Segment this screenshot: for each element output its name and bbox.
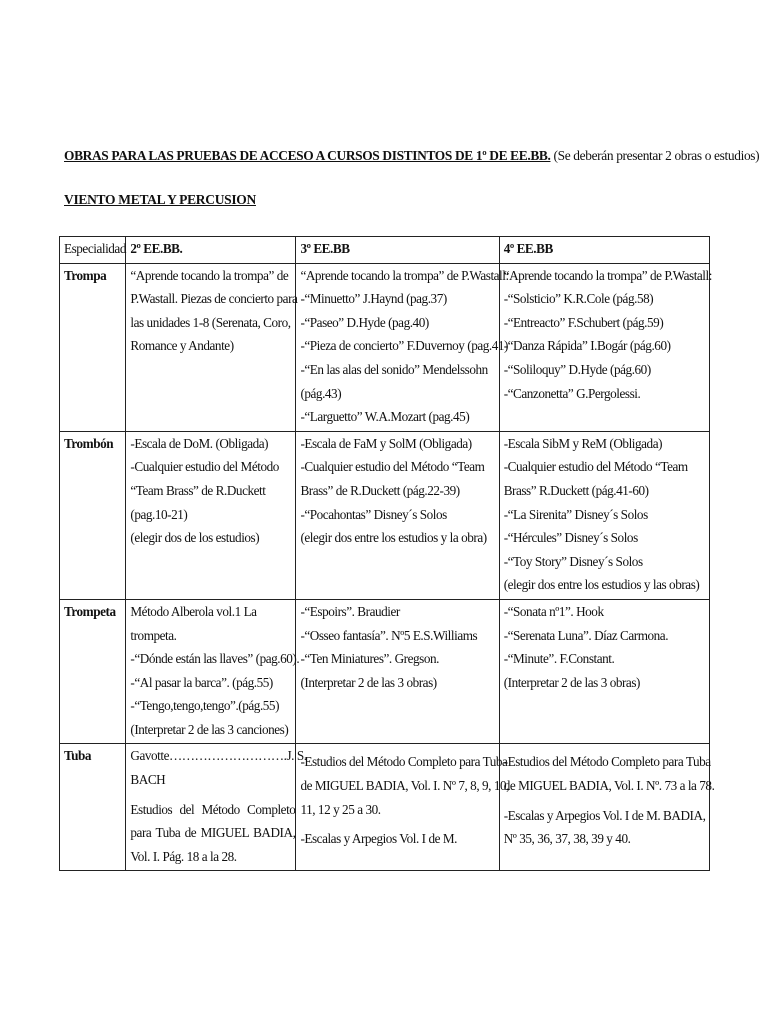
cell-3 [296, 263, 509, 431]
cell-4 [499, 599, 709, 744]
cell-2 [126, 431, 296, 599]
text-line: (Interpretar 2 de las 3 obras) [300, 674, 437, 690]
text-line: -“Solsticio” K.R.Cole (pág.58) [503, 291, 654, 307]
specialty-tuba: Tuba [60, 744, 126, 871]
document-heading [64, 148, 760, 164]
header-4-eebb: 4º EE.BB [499, 237, 709, 264]
table-row [60, 744, 710, 871]
text-line: -“Pieza de concierto” F.Duvernoy (pag.41) [300, 338, 508, 354]
text-line: Nº 35, 36, 37, 38, 39 y 40. [503, 831, 631, 847]
text-line: Brass” de R.Duckett (pág.22-39) [300, 482, 460, 498]
specialty-trompa: Trompa [60, 263, 126, 431]
tuba-gavotte [130, 744, 307, 791]
text-line: -Escala SibM y ReM (Obligada) [503, 435, 663, 451]
text-line: de MIGUEL BADIA, Vol. I. Nº 7, 8, 9, 10, [300, 778, 509, 794]
cell-3 [296, 744, 509, 871]
cell-4 [499, 431, 709, 599]
header-especialidad: Especialidad [60, 237, 126, 264]
text-line: -“Entreacto” F.Schubert (pág.59) [503, 314, 664, 330]
table-row [60, 431, 710, 599]
text-line: Método Alberola vol.1 La [130, 603, 257, 619]
table-header-row [60, 237, 710, 264]
text-line: -Estudios del Método Completo para Tuba [300, 754, 508, 770]
cell-2 [126, 744, 307, 871]
text-line: -“Tengo,tengo,tengo”.(pág.55) [130, 698, 280, 714]
tuba-estudios [130, 798, 295, 869]
text-line: (elegir dos de los estudios) [130, 530, 260, 546]
cell-2 [126, 263, 296, 431]
text-line: -Escalas y Arpegios Vol. I de M. BADIA, [503, 807, 706, 823]
text-line: -“Soliloquy” D.Hyde (pág.60) [503, 361, 651, 377]
text-line: -“Toy Story” Disney´s Solos [503, 553, 643, 569]
text-line: -Escala de DoM. (Obligada) [130, 435, 269, 451]
text-line: -Cualquier estudio del Método “Team [503, 459, 688, 475]
repertoire-table [59, 236, 715, 871]
heading-note: (Se deberán presentar 2 obras o estudios) [550, 148, 760, 163]
cell-2 [126, 599, 300, 744]
text-line: -“En las alas del sonido” Mendelssohn [300, 361, 488, 377]
table-row [60, 599, 710, 744]
text-line: -“Serenata Luna”. Díaz Carmona. [503, 627, 669, 643]
text-line: (elegir dos entre los estudios y la obra) [300, 530, 487, 546]
text-line: -“Al pasar la barca”. (pág.55) [130, 674, 273, 690]
text-line: -“Dónde están las llaves” (pag.60). [130, 651, 300, 667]
text-line: las unidades 1-8 (Serenata, Coro, [130, 314, 291, 330]
header-2-eebb: 2º EE.BB. [126, 237, 296, 264]
text-line: -Cualquier estudio del Método “Team [300, 459, 485, 475]
text-line: -“Osseo fantasía”. Nº5 E.S.Williams [300, 627, 478, 643]
text-line: -“Pocahontas” Disney´s Solos [300, 506, 447, 522]
cell-3 [296, 431, 499, 599]
text-line: “Aprende tocando la trompa” de P.Wastall: [300, 267, 509, 283]
text-line: -“Paseo” D.Hyde (pag.40) [300, 314, 429, 330]
cell-4 [499, 744, 715, 871]
table-row [60, 263, 710, 431]
text-line: -Escalas y Arpegios Vol. I de M. [300, 831, 457, 847]
text-line: “Aprende tocando la trompa” de [130, 267, 289, 283]
text-line: -Cualquier estudio del Método [130, 459, 279, 475]
text-line: 11, 12 y 25 a 30. [300, 801, 381, 817]
text-line: trompeta. [130, 627, 177, 643]
text-line: (Interpretar 2 de las 3 canciones) [130, 721, 289, 737]
text-line: -“Ten Miniatures”. Gregson. [300, 651, 439, 667]
text-line: -Estudios del Método Completo para Tuba [503, 754, 711, 770]
text-line: Estudios del Método Completo [130, 801, 296, 817]
cell-4 [499, 263, 712, 431]
text-line: Brass” R.Duckett (pág.41-60) [503, 482, 649, 498]
specialty-trombon: Trombón [60, 431, 126, 599]
text-line: -“Espoirs”. Braudier [300, 603, 400, 619]
text-line: P.Wastall. Piezas de concierto para [130, 291, 298, 307]
text-line: -“La Sirenita” Disney´s Solos [503, 506, 648, 522]
text-line: Romance y Andante) [130, 338, 234, 354]
text-line: “Team Brass” de R.Duckett [130, 482, 266, 498]
text-line: Vol. I. Pág. 18 a la 28. [130, 848, 237, 864]
text-line: -“Minute”. F.Constant. [503, 651, 615, 667]
text-line: (elegir dos entre los estudios y las obras) [503, 577, 700, 593]
tuba-estudios [300, 750, 509, 821]
text-line: BACH [130, 772, 166, 788]
tuba-escalas [504, 804, 709, 851]
text-line: de MIGUEL BADIA, Vol. I. Nº. 73 a la 78. [503, 778, 715, 794]
tuba-escalas [300, 827, 498, 851]
header-3-eebb: 3º EE.BB [296, 237, 499, 264]
section-title: VIENTO METAL Y PERCUSION [64, 192, 256, 207]
text-line: -“Sonata nº1”. Hook [503, 603, 604, 619]
cell-3 [296, 599, 499, 744]
text-line: -“Canzonetta” G.Pergolessi. [503, 385, 641, 401]
text-line: -“Larguetto” W.A.Mozart (pag.45) [300, 409, 470, 425]
text-line: para Tuba de MIGUEL BADIA, [130, 825, 296, 841]
text-line: “Aprende tocando la trompa” de P.Wastall: [503, 267, 712, 283]
text-line: Gavotte……………………….J. S. [130, 748, 307, 764]
text-line: -“Hércules” Disney´s Solos [503, 530, 638, 546]
heading-title: OBRAS PARA LAS PRUEBAS DE ACCESO A CURSOS DISTINTOS DE 1º DE EE.BB. [64, 148, 551, 163]
text-line: (pag.10-21) [130, 506, 188, 522]
text-line: (pág.43) [300, 385, 342, 401]
text-line: -“Minuetto” J.Haynd (pag.37) [300, 291, 447, 307]
text-line: (Interpretar 2 de las 3 obras) [503, 674, 640, 690]
specialty-trompeta: Trompeta [60, 599, 126, 744]
text-line: -“Danza Rápida” I.Bogár (pág.60) [503, 338, 671, 354]
text-line: -Escala de FaM y SolM (Obligada) [300, 435, 472, 451]
tuba-estudios [503, 750, 715, 797]
